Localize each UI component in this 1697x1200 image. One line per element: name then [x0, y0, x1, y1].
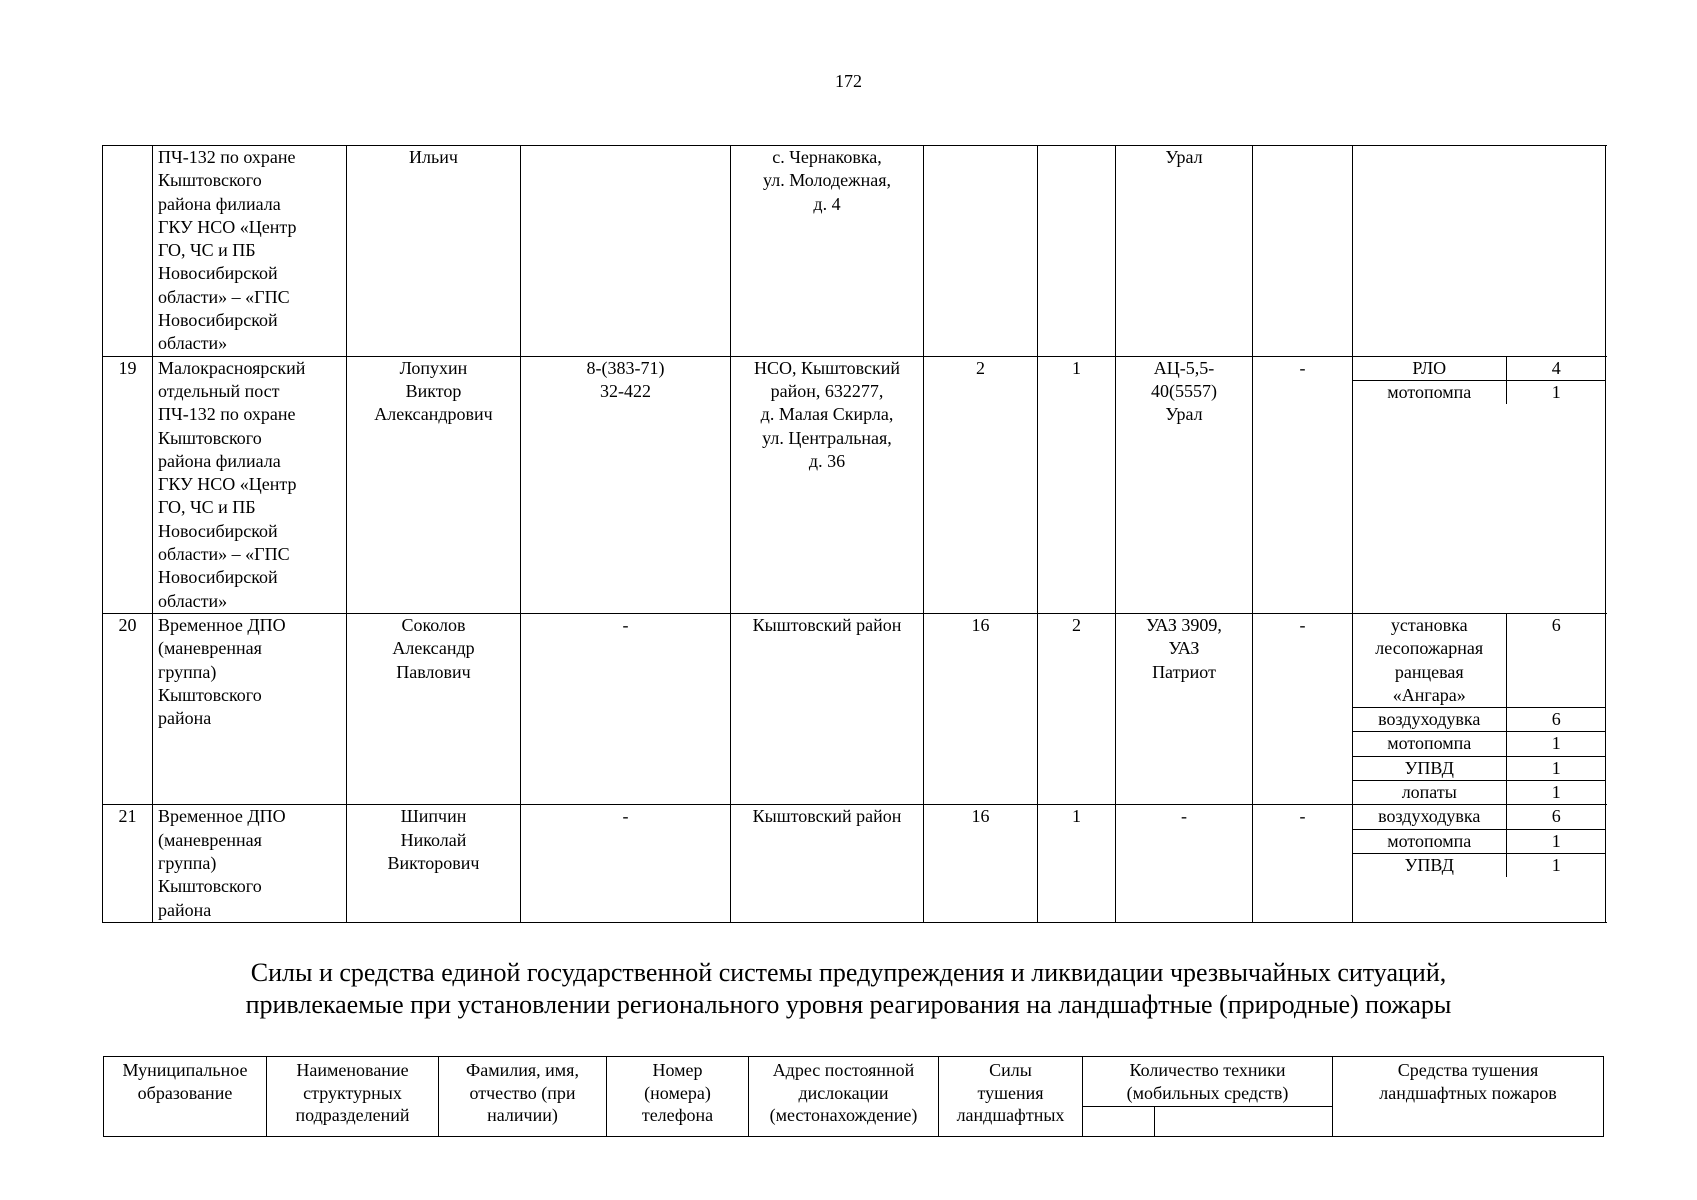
equipment-name-line: УПВД [1404, 757, 1454, 778]
person-cell [347, 613, 521, 804]
equipment-cell [1353, 146, 1606, 357]
unit-name-line: области» [158, 333, 228, 354]
equipment-qty: 1 [1506, 853, 1606, 877]
equipment-item [1353, 756, 1606, 780]
equipment-item [1353, 708, 1606, 732]
other-cell: - [1253, 356, 1353, 613]
equipment-name [1353, 853, 1506, 877]
unit-name-line: (маневренная [158, 638, 262, 659]
unit-name-line: Малокрасноярский [158, 357, 306, 378]
header-phone [607, 1057, 749, 1137]
equipment-name-line: установка [1390, 614, 1468, 635]
address-line: ул. Центральная, [762, 427, 892, 448]
unit-name-line: Кыштовского [158, 170, 262, 191]
unit-name-cell [153, 805, 347, 922]
vehicles-cell [1116, 146, 1253, 357]
person-line: Николай [400, 829, 467, 850]
unit-name-line: Кыштовского [158, 876, 262, 897]
person-line: Викторович [387, 852, 480, 873]
header-line: ландшафтных пожаров [1379, 1082, 1557, 1103]
equipment-name [1353, 781, 1506, 805]
count-cell: 1 [1038, 805, 1116, 922]
equipment-name [1353, 357, 1506, 381]
header-forces [939, 1057, 1083, 1137]
header-person [439, 1057, 607, 1137]
equipment-name-line: УПВД [1404, 854, 1454, 875]
header-line: отчество (при [469, 1082, 576, 1103]
equipment-item [1353, 614, 1606, 708]
equipment-item [1353, 829, 1606, 853]
unit-name-line: области» – «ГПС [158, 286, 290, 307]
unit-name-line: Временное ДПО [158, 614, 286, 635]
header-line: Фамилия, имя, [466, 1060, 579, 1080]
table-row [103, 356, 1606, 613]
equipment-name [1353, 380, 1506, 404]
other-cell: - [1253, 613, 1353, 804]
equipment-cell [1353, 356, 1606, 613]
forces-cell: 16 [924, 805, 1038, 922]
vehicle-line: - [1181, 806, 1187, 827]
other-cell [1253, 146, 1353, 357]
address-line: район, 632277, [770, 380, 884, 401]
unit-name-line: района [158, 899, 212, 920]
section-title [0, 957, 1697, 1021]
other-cell: - [1253, 805, 1353, 922]
unit-name-line: Кыштовского [158, 427, 262, 448]
forces-header-table [103, 1056, 1604, 1137]
address-line: ул. Молодежная, [763, 170, 891, 191]
unit-name-line: области» [158, 590, 228, 611]
equipment-item [1353, 781, 1606, 805]
header-vehicles-sub-1 [1083, 1107, 1155, 1137]
unit-name-line: отдельный пост [158, 380, 280, 401]
unit-name-line: ГО, ЧС и ПБ [158, 497, 256, 518]
person-cell [347, 146, 521, 357]
person-line: Александр [392, 638, 475, 659]
forces-cell: 16 [924, 613, 1038, 804]
table-row [103, 613, 1606, 804]
phone-line: 32-422 [600, 380, 651, 401]
person-line: Ильич [409, 147, 458, 167]
header-municipality [104, 1057, 267, 1137]
equipment-item [1353, 853, 1606, 877]
address-line: Кыштовский район [752, 806, 902, 827]
header-line: ландшафтных [956, 1105, 1065, 1125]
equipment-list [1353, 805, 1606, 877]
header-line: Силы [989, 1060, 1032, 1080]
unit-name-line: Кыштовского [158, 684, 262, 705]
header-line: Наименование [296, 1060, 409, 1080]
table-row [103, 805, 1606, 922]
header-line: тушения [977, 1082, 1044, 1103]
address-cell [731, 613, 924, 804]
equipment-list [1353, 614, 1606, 804]
phone-cell [521, 146, 731, 357]
unit-name-line: района [158, 708, 212, 729]
row-number [103, 146, 153, 357]
header-line: Муниципальное [122, 1060, 248, 1080]
count-cell: 1 [1038, 356, 1116, 613]
person-line: Шипчин [400, 806, 467, 827]
page-number: 172 [835, 71, 862, 91]
person-line: Виктор [405, 380, 462, 401]
unit-name-line: группа) [158, 852, 217, 873]
equipment-name-line: ранцевая [1394, 661, 1464, 682]
equipment-name [1353, 756, 1506, 780]
person-line: Лопухин [399, 357, 468, 378]
address-cell [731, 805, 924, 922]
header-means [1333, 1057, 1604, 1137]
header-line: Средства тушения [1397, 1060, 1539, 1080]
unit-name-line: ГКУ НСО «Центр [158, 474, 297, 495]
unit-name-line: Новосибирской [158, 310, 278, 331]
unit-name-cell [153, 356, 347, 613]
unit-name-line: Новосибирской [158, 520, 278, 541]
vehicle-line: АЦ-5,5- [1153, 357, 1215, 378]
header-units [267, 1057, 439, 1137]
vehicle-line: УАЗ 3909, [1146, 614, 1222, 635]
header-line: образование [137, 1082, 233, 1103]
address-line: д. Малая Скирла, [760, 404, 894, 425]
phone-line: - [622, 614, 629, 635]
equipment-name [1353, 732, 1506, 756]
address-line: с. Чернаковка, [772, 147, 882, 167]
equipment-item [1353, 805, 1606, 829]
equipment-name-line: мотопомпа [1387, 830, 1472, 851]
phone-cell [521, 613, 731, 804]
vehicle-line: УАЗ [1168, 638, 1200, 659]
row-number: 21 [103, 805, 153, 922]
vehicle-line: Урал [1165, 404, 1203, 425]
equipment-qty: 1 [1506, 380, 1606, 404]
address-cell [731, 356, 924, 613]
unit-name-line: области» – «ГПС [158, 544, 290, 565]
header-line: дислокации [798, 1082, 889, 1103]
forces-cell [924, 146, 1038, 357]
unit-name-line: района филиала [158, 193, 281, 214]
header-line: (номера) [644, 1082, 711, 1103]
phone-cell [521, 356, 731, 613]
units-table [102, 145, 1606, 923]
equipment-cell [1353, 613, 1606, 804]
person-cell [347, 805, 521, 922]
equipment-name [1353, 614, 1506, 708]
equipment-name-line: «Ангара» [1392, 684, 1466, 705]
header-line: (местонахождение) [769, 1105, 918, 1125]
header-line: структурных [303, 1082, 402, 1103]
equipment-qty: 1 [1506, 781, 1606, 805]
unit-name-line: района филиала [158, 450, 281, 471]
header-line: наличии) [487, 1105, 558, 1125]
equipment-qty: 1 [1506, 732, 1606, 756]
count-cell [1038, 146, 1116, 357]
equipment-qty: 1 [1506, 756, 1606, 780]
equipment-qty: 6 [1506, 708, 1606, 732]
equipment-name [1353, 708, 1506, 732]
equipment-name-line: лопаты [1401, 782, 1457, 803]
equipment-name [1353, 829, 1506, 853]
row-number: 19 [103, 356, 153, 613]
equipment-name-line: РЛО [1412, 357, 1447, 378]
unit-name-line: ПЧ-132 по охране [158, 147, 296, 167]
address-cell [731, 146, 924, 357]
unit-name-line: Новосибирской [158, 567, 278, 588]
vehicle-line: 40(5557) [1151, 380, 1217, 401]
header-line: Адрес постоянной [772, 1060, 915, 1080]
phone-line: - [622, 806, 629, 827]
header-vehicles-sub-2 [1155, 1107, 1333, 1137]
header-line: телефона [641, 1105, 714, 1125]
vehicle-line: Урал [1165, 147, 1203, 167]
equipment-item [1353, 732, 1606, 756]
equipment-name [1353, 805, 1506, 829]
person-line: Соколов [401, 614, 466, 635]
equipment-item [1353, 357, 1606, 381]
header-line: подразделений [295, 1105, 410, 1125]
count-cell: 2 [1038, 613, 1116, 804]
unit-name-line: ПЧ-132 по охране [158, 404, 296, 425]
equipment-cell [1353, 805, 1606, 922]
unit-name-line: Новосибирской [158, 263, 278, 284]
person-line: Павлович [396, 661, 471, 682]
address-line: НСО, Кыштовский [754, 357, 900, 378]
equipment-qty: 6 [1506, 805, 1606, 829]
vehicles-cell [1116, 805, 1253, 922]
phone-line: 8-(383-71) [586, 357, 665, 378]
header-address [749, 1057, 939, 1137]
unit-name-line: (маневренная [158, 829, 262, 850]
vehicle-line: Патриот [1152, 661, 1216, 682]
equipment-name-line: мотопомпа [1387, 381, 1472, 402]
unit-name-cell [153, 613, 347, 804]
section-title-line-1: Силы и средства единой государственной системы предупреждения и ликвидации чрезвычайных ситуаций, [250, 958, 1447, 987]
header-line: Номер [652, 1060, 703, 1080]
header-line: (мобильных средств) [1126, 1082, 1289, 1103]
vehicles-cell [1116, 356, 1253, 613]
equipment-list [1353, 357, 1606, 405]
unit-name-line: группа) [158, 661, 217, 682]
unit-name-cell [153, 146, 347, 357]
equipment-name-line: мотопомпа [1387, 733, 1472, 754]
equipment-name-line: воздуходувка [1378, 806, 1481, 827]
person-line: Александрович [374, 404, 493, 425]
address-line: д. 36 [808, 450, 846, 471]
row-number: 20 [103, 613, 153, 804]
equipment-name-line: воздуходувка [1378, 709, 1481, 730]
equipment-qty: 6 [1506, 614, 1606, 708]
unit-name-line: ГО, ЧС и ПБ [158, 240, 256, 261]
equipment-qty: 1 [1506, 829, 1606, 853]
table-row [103, 146, 1606, 357]
unit-name-line: ГКУ НСО «Центр [158, 216, 297, 237]
phone-cell [521, 805, 731, 922]
unit-name-line: Временное ДПО [158, 806, 286, 827]
header-vehicles [1083, 1057, 1333, 1107]
equipment-name-line: лесопожарная [1375, 638, 1484, 659]
address-line: Кыштовский район [752, 614, 902, 635]
section-title-line-2: привлекаемые при установлении регионального уровня реагирования на ландшафтные (природные) пожары [245, 990, 1452, 1019]
address-line: д. 4 [813, 193, 841, 214]
forces-cell: 2 [924, 356, 1038, 613]
header-line: Количество техники [1129, 1060, 1286, 1080]
equipment-qty: 4 [1506, 357, 1606, 381]
vehicles-cell [1116, 613, 1253, 804]
equipment-item [1353, 380, 1606, 404]
person-cell [347, 356, 521, 613]
